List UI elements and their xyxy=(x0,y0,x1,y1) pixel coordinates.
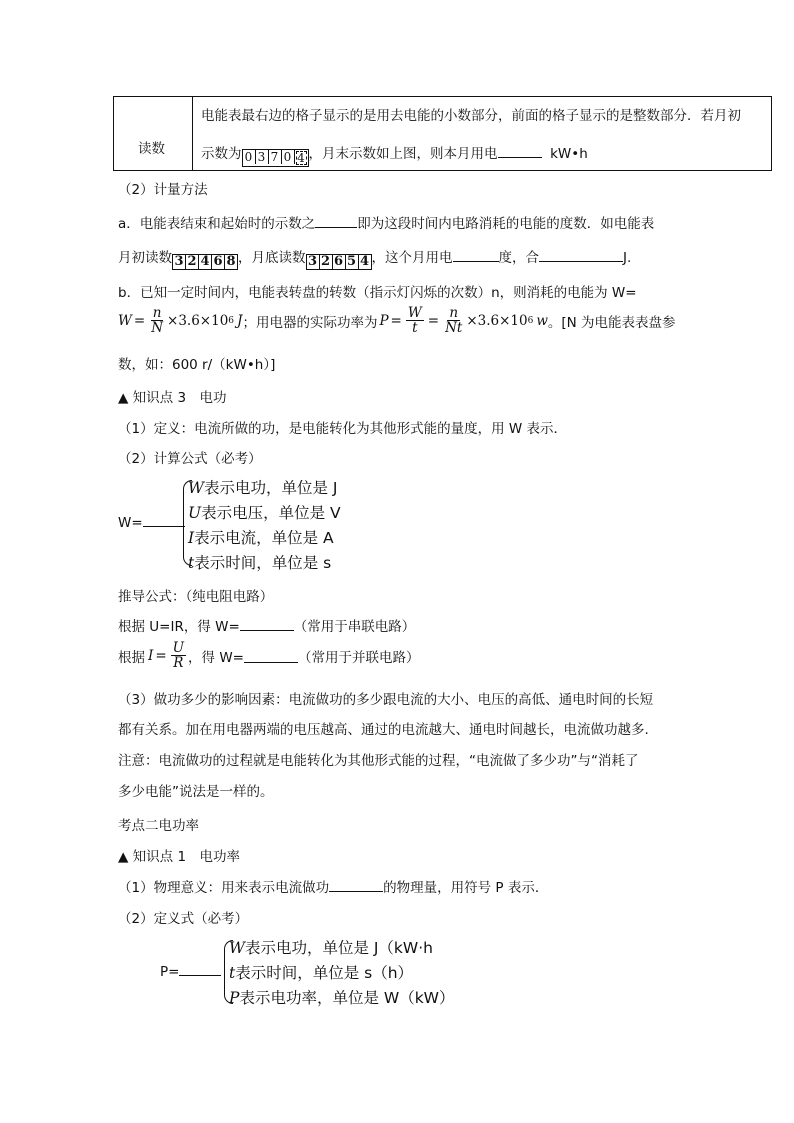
w-eq-label: W= xyxy=(118,515,143,531)
brace-item-t xyxy=(188,551,331,573)
formula-eq: = xyxy=(427,312,440,329)
table-line2-post: ，月末示数如上图，则本月用电 xyxy=(308,146,498,162)
answer-blank[interactable] xyxy=(240,618,294,631)
d2-i: I xyxy=(148,647,154,664)
fraction-n-over-N xyxy=(149,306,165,335)
kp3-calc-heading: （2）计算公式（必考） xyxy=(118,451,262,467)
kp3-heading: ▲ 知识点 3 电功 xyxy=(118,390,227,406)
start-digit: 6 xyxy=(212,255,225,269)
answer-blank[interactable] xyxy=(315,215,357,228)
frac-num: n xyxy=(152,305,162,321)
brace-text: 表示时间，单位是 s（h） xyxy=(235,964,414,982)
table-line1: 电能表最右边的格子显示的是用去电能的小数部分，前面的格子显示的是整数部分．若月初 xyxy=(201,108,741,124)
a-line1-pre: a．电能表结束和起始时的示数之 xyxy=(118,216,316,232)
a-line1-post: 即为这段时间内电路消耗的电能的度数．如电能表 xyxy=(357,216,655,232)
brace-sym: W xyxy=(229,939,245,957)
end-digit: 2 xyxy=(320,255,333,269)
brace-text: 表示电压，单位是 V xyxy=(201,504,341,522)
fraction-U-over-R xyxy=(171,641,186,670)
factors-line1: （3）做功多少的影响因素：电流做功的多少跟电流的大小、电压的高低、通电时间的长短 xyxy=(118,692,654,708)
end-digit: 3 xyxy=(307,255,320,269)
initial-digit: 0 xyxy=(243,150,256,164)
brace-item-u xyxy=(188,501,341,523)
initial-digit: 3 xyxy=(256,150,269,164)
kp1-heading: ▲ 知识点 1 电功率 xyxy=(118,849,241,865)
frac-num: n xyxy=(449,305,459,321)
a-line2-mid: ，月底读数 xyxy=(238,250,306,266)
note-line1: 注意：电流做功的过程就是电能转化为其他形式能的过程，“电流做了多少功”与“消耗了 xyxy=(118,753,639,769)
p-brace-item-t xyxy=(229,961,413,983)
formula-mult: ×3.6×10 xyxy=(167,312,229,329)
kp3-definition: （1）定义：电流所做的功，是电能转化为其他形式能的量度，用 W 表示． xyxy=(118,421,568,437)
brace-sym: t xyxy=(229,964,236,982)
meaning-post: 的物理量，用符号 P 表示． xyxy=(383,880,549,896)
brace-sym: U xyxy=(188,504,202,522)
formula-w: W xyxy=(118,312,132,329)
formula-eq: = xyxy=(133,312,146,329)
frac-num: U xyxy=(172,640,185,656)
measure-a-line2 xyxy=(118,246,631,270)
initial-meter-digits xyxy=(242,149,309,167)
start-digit: 3 xyxy=(173,255,186,269)
fraction-W-over-t xyxy=(406,306,424,335)
brace-text: 表示电功，单位是 J（kW·h xyxy=(244,939,433,957)
formula-eq: = xyxy=(390,312,402,329)
section2-heading: 考点二电功率 xyxy=(118,818,199,834)
initial-decimal-digit: 4 xyxy=(297,151,305,165)
p-eq-label: P= xyxy=(160,964,180,980)
power-meaning xyxy=(118,876,548,896)
end-meter-digits xyxy=(306,254,372,270)
answer-blank[interactable] xyxy=(539,249,623,262)
end-digit: 6 xyxy=(333,255,346,269)
factors-line2: 都有关系。加在用电器两端的电压越高、通过的电流越大、通电时间越长，电流做功越多. xyxy=(118,722,649,738)
d2-post: （常用于并联电路） xyxy=(298,649,420,666)
d2-pre: 根据 xyxy=(118,649,145,666)
brace-text: 表示电功，单位是 J xyxy=(203,479,338,497)
brace-sym: P xyxy=(229,989,240,1007)
answer-blank[interactable] xyxy=(244,650,298,663)
formula-j: J xyxy=(237,312,243,329)
initial-digit: 7 xyxy=(269,150,282,164)
table-divider xyxy=(192,96,193,171)
answer-blank[interactable] xyxy=(179,963,221,976)
a-line2-post3: J. xyxy=(623,250,632,266)
end-digit: 5 xyxy=(346,255,359,269)
formula-mult: ×3.6×10 xyxy=(466,312,528,329)
d2-eq: = xyxy=(155,647,167,664)
p-brace-item-p xyxy=(229,986,455,1008)
frac-den: Nt xyxy=(445,320,463,336)
a-line2-post1: ，这个月用电 xyxy=(371,250,453,266)
start-digit: 4 xyxy=(199,255,212,269)
derive-heading: 推导公式：（纯电阻电路） xyxy=(118,589,274,605)
measure-b-line2 xyxy=(118,306,676,335)
answer-blank[interactable] xyxy=(498,145,542,158)
table-label: 读数 xyxy=(138,141,165,157)
d1-pre: 根据 U=IR，得 W= xyxy=(118,619,240,635)
formula-w-unit: w xyxy=(536,312,548,329)
start-digit: 8 xyxy=(226,254,236,269)
end-digit: 4 xyxy=(359,254,370,269)
meaning-pre: （1）物理意义：用来表示电流做功 xyxy=(118,880,330,896)
start-digit: 2 xyxy=(186,255,199,269)
frac-num: W xyxy=(407,305,422,321)
brace-item-i xyxy=(188,526,334,548)
d2-mid: ，得 W= xyxy=(188,649,244,666)
derive-line2 xyxy=(118,641,420,670)
frac-den: N xyxy=(151,320,164,336)
frac-den: t xyxy=(412,320,418,336)
note-line2: 多少电能”说法是一样的。 xyxy=(118,784,274,800)
formula-mid-text: ；用电器的实际功率为 xyxy=(242,314,378,331)
table-line2 xyxy=(201,142,588,167)
brace-sym: W xyxy=(188,479,204,497)
brace-item-w xyxy=(188,476,337,498)
brace-text: 表示电功率，单位是 W（kW） xyxy=(239,989,455,1007)
p-brace-item-w xyxy=(229,936,433,958)
measure-b-line3: 数，如：600 r/（kW•h）] xyxy=(118,357,276,373)
brace-text: 表示电流，单位是 A xyxy=(194,529,334,547)
initial-digit: 0 xyxy=(282,150,295,164)
d1-post: （常用于串联电路） xyxy=(293,619,416,635)
table-line2-pre: 示数为 xyxy=(201,146,242,162)
measure-a-line1 xyxy=(118,212,654,232)
a-line2-post2: 度，合 xyxy=(498,250,539,266)
brace-sym: I xyxy=(188,529,195,547)
formula-exp: 6 xyxy=(527,315,534,326)
brace-text: 表示时间，单位是 s xyxy=(194,554,332,572)
brace-sym: t xyxy=(188,554,195,572)
answer-blank[interactable] xyxy=(329,879,383,892)
answer-blank[interactable] xyxy=(453,249,499,262)
p-equation xyxy=(160,963,221,980)
answer-blank[interactable] xyxy=(143,514,185,527)
formula-tail-text: 。[N 为电能表表盘参 xyxy=(547,314,676,331)
a-line2-pre: 月初读数 xyxy=(118,250,172,266)
unit-kwh: kW•h xyxy=(550,146,588,162)
w-equation xyxy=(118,514,185,531)
fraction-n-over-Nt xyxy=(443,306,464,335)
power-formula-heading: （2）定义式（必考） xyxy=(118,911,249,927)
measure-heading: （2）计量方法 xyxy=(118,182,208,198)
derive-line1 xyxy=(118,615,415,635)
frac-den: R xyxy=(173,655,184,671)
formula-p: P xyxy=(379,312,389,329)
formula-exp: 6 xyxy=(228,315,235,326)
start-meter-digits xyxy=(172,254,238,270)
measure-b-line1: b．已知一定时间内，电能表转盘的转数（指示灯闪烁的次数）n，则消耗的电能为 W= xyxy=(118,285,637,301)
